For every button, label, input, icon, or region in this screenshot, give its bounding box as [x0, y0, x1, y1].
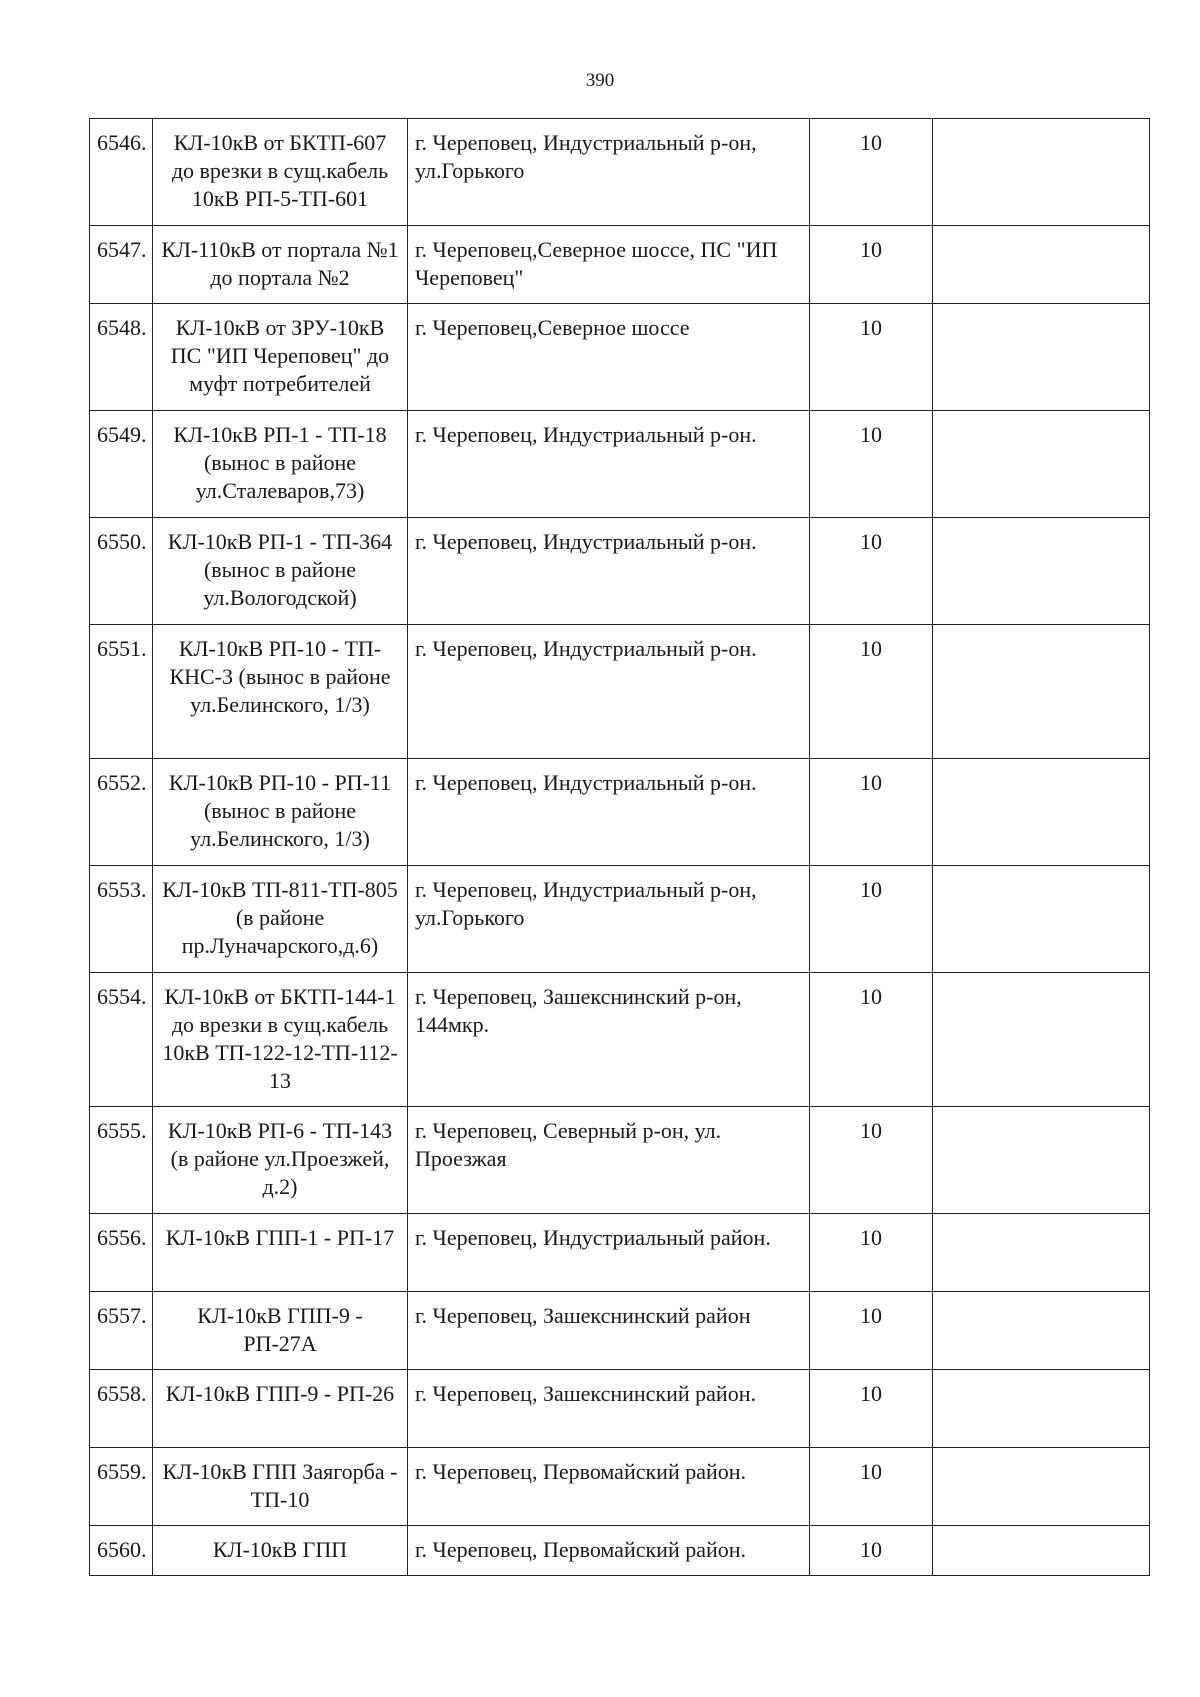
voltage-value: 10	[810, 1107, 933, 1214]
table-row	[90, 1214, 1150, 1292]
table-row	[90, 1292, 1150, 1370]
line-name: КЛ-10кВ ТП-811-ТП-805 (в районе пр.Луначарского,д.6)	[153, 866, 408, 973]
page-number: 390	[585, 70, 615, 91]
row-number: 6557.	[90, 1292, 153, 1370]
extra-cell	[933, 119, 1150, 226]
line-name: КЛ-10кВ от ЗРУ-10кВ ПС "ИП Череповец" до муфт потребителей	[153, 304, 408, 411]
line-address: г. Череповец, Зашекснинский р-он, 144мкр.	[408, 973, 810, 1107]
line-name: КЛ-110кВ от портала №1 до портала №2	[153, 226, 408, 304]
line-address: г. Череповец, Индустриальный р-он.	[408, 411, 810, 518]
row-number: 6552.	[90, 759, 153, 866]
line-address: г. Череповец, Индустриальный р-он, ул.Горького	[408, 119, 810, 226]
table-row	[90, 1448, 1150, 1526]
row-number: 6549.	[90, 411, 153, 518]
voltage-value: 10	[810, 1448, 933, 1526]
extra-cell	[933, 1107, 1150, 1214]
line-address: г. Череповец, Индустриальный р-он, ул.Горького	[408, 866, 810, 973]
line-address: г. Череповец, Индустриальный р-он.	[408, 759, 810, 866]
table-row	[90, 759, 1150, 866]
row-number: 6548.	[90, 304, 153, 411]
voltage-value: 10	[810, 1526, 933, 1576]
voltage-value: 10	[810, 518, 933, 625]
line-name: КЛ-10кВ от БКТП-607 до врезки в сущ.кабель 10кВ РП-5-ТП-601	[153, 119, 408, 226]
extra-cell	[933, 1214, 1150, 1292]
extra-cell	[933, 411, 1150, 518]
table-row	[90, 866, 1150, 973]
line-name: КЛ-10кВ РП-1 - ТП-18 (вынос в районе ул.Сталеваров,73)	[153, 411, 408, 518]
row-number: 6560.	[90, 1526, 153, 1576]
line-name: КЛ-10кВ ГПП Заягорба - ТП-10	[153, 1448, 408, 1526]
voltage-value: 10	[810, 1292, 933, 1370]
line-name: КЛ-10кВ РП-6 - ТП-143 (в районе ул.Проезжей, д.2)	[153, 1107, 408, 1214]
row-number: 6554.	[90, 973, 153, 1107]
extra-cell	[933, 1526, 1150, 1576]
extra-cell	[933, 304, 1150, 411]
voltage-value: 10	[810, 304, 933, 411]
table-row	[90, 304, 1150, 411]
extra-cell	[933, 226, 1150, 304]
line-address: г. Череповец, Первомайский район.	[408, 1448, 810, 1526]
table-row	[90, 625, 1150, 759]
voltage-value: 10	[810, 866, 933, 973]
row-number: 6556.	[90, 1214, 153, 1292]
line-name: КЛ-10кВ ГПП-9 - РП-27А	[153, 1292, 408, 1370]
registry-table	[89, 118, 1150, 1576]
voltage-value: 10	[810, 759, 933, 866]
extra-cell	[933, 625, 1150, 759]
row-number: 6559.	[90, 1448, 153, 1526]
row-number: 6555.	[90, 1107, 153, 1214]
line-name: КЛ-10кВ РП-1 - ТП-364 (вынос в районе ул.Вологодской)	[153, 518, 408, 625]
table-row	[90, 518, 1150, 625]
extra-cell	[933, 973, 1150, 1107]
line-address: г. Череповец,Северное шоссе, ПС "ИП Череповец"	[408, 226, 810, 304]
table-row	[90, 226, 1150, 304]
voltage-value: 10	[810, 973, 933, 1107]
voltage-value: 10	[810, 1214, 933, 1292]
voltage-value: 10	[810, 411, 933, 518]
voltage-value: 10	[810, 625, 933, 759]
line-address: г. Череповец, Зашекснинский район.	[408, 1370, 810, 1448]
row-number: 6550.	[90, 518, 153, 625]
extra-cell	[933, 1370, 1150, 1448]
table-row	[90, 1107, 1150, 1214]
table-row	[90, 973, 1150, 1107]
voltage-value: 10	[810, 1370, 933, 1448]
row-number: 6546.	[90, 119, 153, 226]
row-number: 6551.	[90, 625, 153, 759]
extra-cell	[933, 1292, 1150, 1370]
line-address: г. Череповец, Индустриальный р-он.	[408, 518, 810, 625]
line-address: г. Череповец, Индустриальный район.	[408, 1214, 810, 1292]
table-row	[90, 1370, 1150, 1448]
line-name: КЛ-10кВ от БКТП-144-1 до врезки в сущ.кабель 10кВ ТП-122-12-ТП-112-13	[153, 973, 408, 1107]
voltage-value: 10	[810, 226, 933, 304]
line-address: г. Череповец, Первомайский район.	[408, 1526, 810, 1576]
line-name: КЛ-10кВ РП-10 - РП-11 (вынос в районе ул.Белинского, 1/3)	[153, 759, 408, 866]
row-number: 6547.	[90, 226, 153, 304]
table-row	[90, 411, 1150, 518]
table-row	[90, 1526, 1150, 1576]
line-name: КЛ-10кВ ГПП	[153, 1526, 408, 1576]
line-address: г. Череповец, Индустриальный р-он.	[408, 625, 810, 759]
line-name: КЛ-10кВ РП-10 - ТП-КНС-3 (вынос в районе ул.Белинского, 1/3)	[153, 625, 408, 759]
line-address: г. Череповец, Северный р-он, ул. Проезжая	[408, 1107, 810, 1214]
line-name: КЛ-10кВ ГПП-1 - РП-17	[153, 1214, 408, 1292]
voltage-value: 10	[810, 119, 933, 226]
line-address: г. Череповец,Северное шоссе	[408, 304, 810, 411]
extra-cell	[933, 759, 1150, 866]
line-address: г. Череповец, Зашекснинский район	[408, 1292, 810, 1370]
line-name: КЛ-10кВ ГПП-9 - РП-26	[153, 1370, 408, 1448]
extra-cell	[933, 518, 1150, 625]
extra-cell	[933, 1448, 1150, 1526]
row-number: 6558.	[90, 1370, 153, 1448]
row-number: 6553.	[90, 866, 153, 973]
table-row	[90, 119, 1150, 226]
extra-cell	[933, 866, 1150, 973]
registry-table-body	[90, 119, 1150, 1576]
